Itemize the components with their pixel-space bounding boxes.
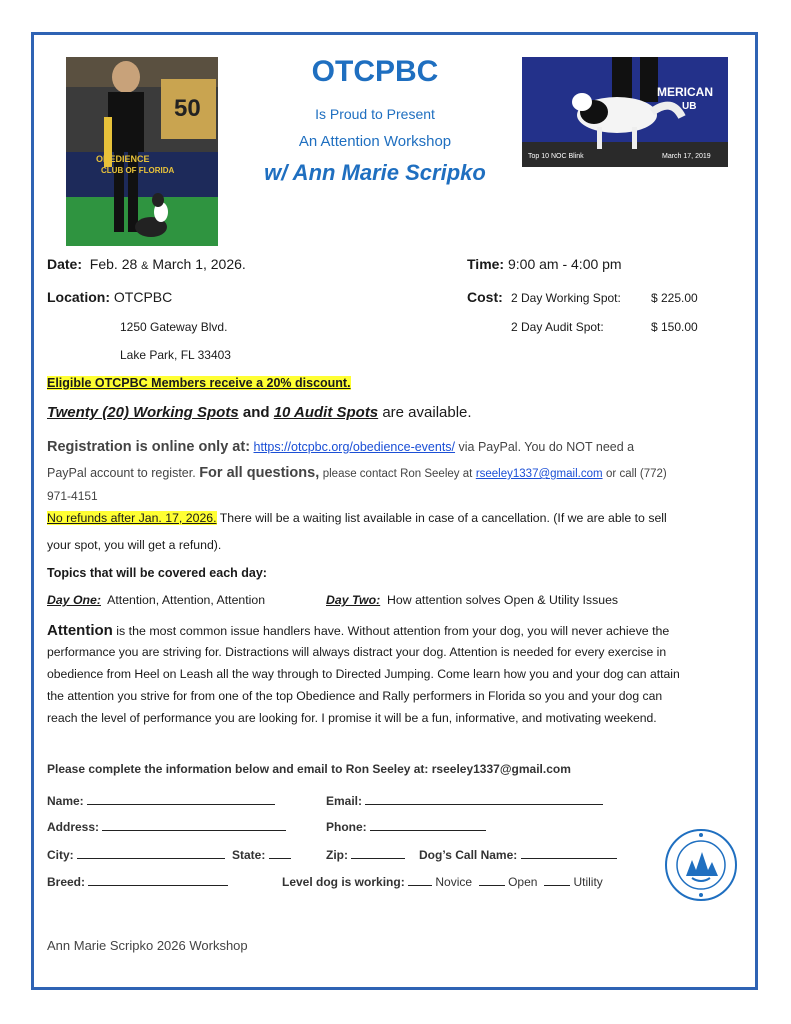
address-line-2: Lake Park, FL 33403 [120,348,231,362]
running-dog-image [522,57,728,167]
refund-highlight: No refunds after Jan. 17, 2026. [47,511,217,525]
seal-icon [662,826,740,904]
level-field [282,873,603,889]
cost-label: Cost: [467,289,503,305]
day-one-label: Day One: [47,593,101,607]
time-row [467,256,622,272]
date-row [47,256,246,272]
time-label: Time: [467,256,505,272]
cost2-label: 2 Day Audit Spot: [511,320,604,334]
refund-text-1: There will be a waiting list available in case of a cancellation. (If we are able to sell [219,511,667,525]
registration-text-1: via PayPal. You do NOT need a [458,440,635,454]
phone-label: Phone: [326,820,367,834]
attention-line-2: performance you are striving for. Distractions will always distract your dog. Attention is needed for every exercise in [47,645,667,659]
questions-lead: For all questions, [199,465,320,481]
zip-line[interactable] [351,846,405,859]
cost1-label: 2 Day Working Spot: [511,291,621,305]
cost1-value: $ 225.00 [651,291,698,305]
handler-photo [66,57,218,246]
utility-option: Utility [573,875,603,889]
working-spots: Twenty (20) Working Spots [47,404,239,421]
attention-lead: Attention [47,622,113,639]
discount-text: Eligible OTCPBC Members receive a 20% discount. [47,376,351,390]
open-option: Open [508,875,538,889]
attention-line-5: reach the level of performance you are looking for. I promise it will be a fun, informative, and motivating weekend. [47,711,657,725]
refund-text-2: your spot, you will get a refund). [47,538,222,552]
date-b: March 1, 2026. [152,256,246,272]
location-row [47,289,172,305]
dog-name-field[interactable] [419,846,617,862]
location-label: Location: [47,289,110,305]
address-line-1: 1250 Gateway Blvd. [120,320,228,334]
dog-name-label: Dog’s Call Name: [419,848,518,862]
phone-line[interactable] [370,818,486,831]
state-line[interactable] [269,846,291,859]
photo-caption-right: March 17, 2019 [662,153,711,160]
registration-lead: Registration is online only at: [47,439,251,455]
handler-dog-image [66,57,218,246]
address-line[interactable] [102,818,286,831]
anniversary-number: 50 [174,95,201,122]
breed-line[interactable] [88,873,228,886]
date-a: Feb. 28 [89,256,138,272]
day-two-text: How attention solves Open & Utility Issues [387,593,619,607]
spots-rest: are available. [382,404,472,421]
name-line[interactable] [87,792,275,805]
registration-line-1 [47,439,634,455]
registration-text-4: or call (772) [606,468,667,480]
date-label: Date: [47,256,83,272]
registration-line-2 [47,465,667,481]
phone-field[interactable] [326,818,486,834]
attention-line-4: the attention you strive for from one of the top Obedience and Rally performers in Florida so you and your dog can [47,689,663,703]
topics-heading: Topics that will be covered each day: [47,566,267,580]
org-title: OTCPBC [311,55,439,88]
spots-and: and [242,404,270,421]
attention-line-3: obedience from Heel on Leash all the way through to Directed Jumping. Come learn how you and your dog can attain [47,667,680,681]
day-two-label: Day Two: [326,593,381,607]
registration-url-link[interactable]: https://otcpbc.org/obedience-events/ [253,440,456,454]
city-line[interactable] [77,846,225,859]
novice-option: Novice [435,875,473,889]
cost2-value: $ 150.00 [651,320,698,334]
banner-text-2: CLUB OF FLORIDA [101,166,175,175]
phone-continued: 971-4151 [47,489,98,503]
form-instruction: Please complete the information below and email to Ron Seeley at: rseeley1337@gmail.com [47,762,571,776]
name-field[interactable] [47,792,275,808]
breed-field[interactable] [47,873,228,889]
presenter-name: w/ Ann Marie Scripko [264,160,486,185]
day-one-row [47,593,265,607]
spots-line [47,404,472,421]
address-field[interactable] [47,818,286,834]
date-amp: & [141,260,149,272]
city-field[interactable] [47,846,225,862]
sign-text: MERICAN [657,85,713,99]
novice-line[interactable] [408,873,432,886]
footer-text: Ann Marie Scripko 2026 Workshop [47,938,248,953]
email-label: Email: [326,794,363,808]
time-value: 9:00 am - 4:00 pm [507,256,622,272]
banner-text: OBEDIENCE [96,154,150,164]
state-label: State: [232,848,266,862]
registration-text-2: PayPal account to register. [47,466,196,480]
discount-notice [47,376,351,390]
subtitle-2: An Attention Workshop [298,133,452,150]
utility-line[interactable] [544,873,570,886]
location-value: OTCPBC [113,289,173,305]
sign-text-2: UB [682,101,697,112]
contact-email-link[interactable]: rseeley1337@gmail.com [475,468,603,480]
dog-name-line[interactable] [521,846,617,859]
day-one-text: Attention, Attention, Attention [107,593,266,607]
attention-line-1 [47,622,669,639]
audit-spots: 10 Audit Spots [273,404,379,421]
subtitle-1: Is Proud to Present [315,106,435,122]
club-seal-logo [662,826,740,904]
email-line[interactable] [365,792,603,805]
zip-label: Zip: [326,848,348,862]
attention-text-1: is the most common issue handlers have. Without attention from your dog, you will never achieve the [116,624,670,638]
day-two-row [326,593,618,607]
state-field[interactable] [232,846,291,862]
registration-text-3: please contact Ron Seeley at [322,468,473,480]
address-label: Address: [47,820,100,834]
breed-label: Breed: [47,875,86,889]
email-field[interactable] [326,792,603,808]
zip-field[interactable] [326,846,405,862]
city-label: City: [47,848,74,862]
photo-caption-left: Top 10 NOC Blink [528,153,584,160]
dog-photo [522,57,728,167]
name-label: Name: [47,794,84,808]
level-label: Level dog is working: [282,875,405,889]
open-line[interactable] [479,873,505,886]
refund-line-1 [47,511,667,525]
